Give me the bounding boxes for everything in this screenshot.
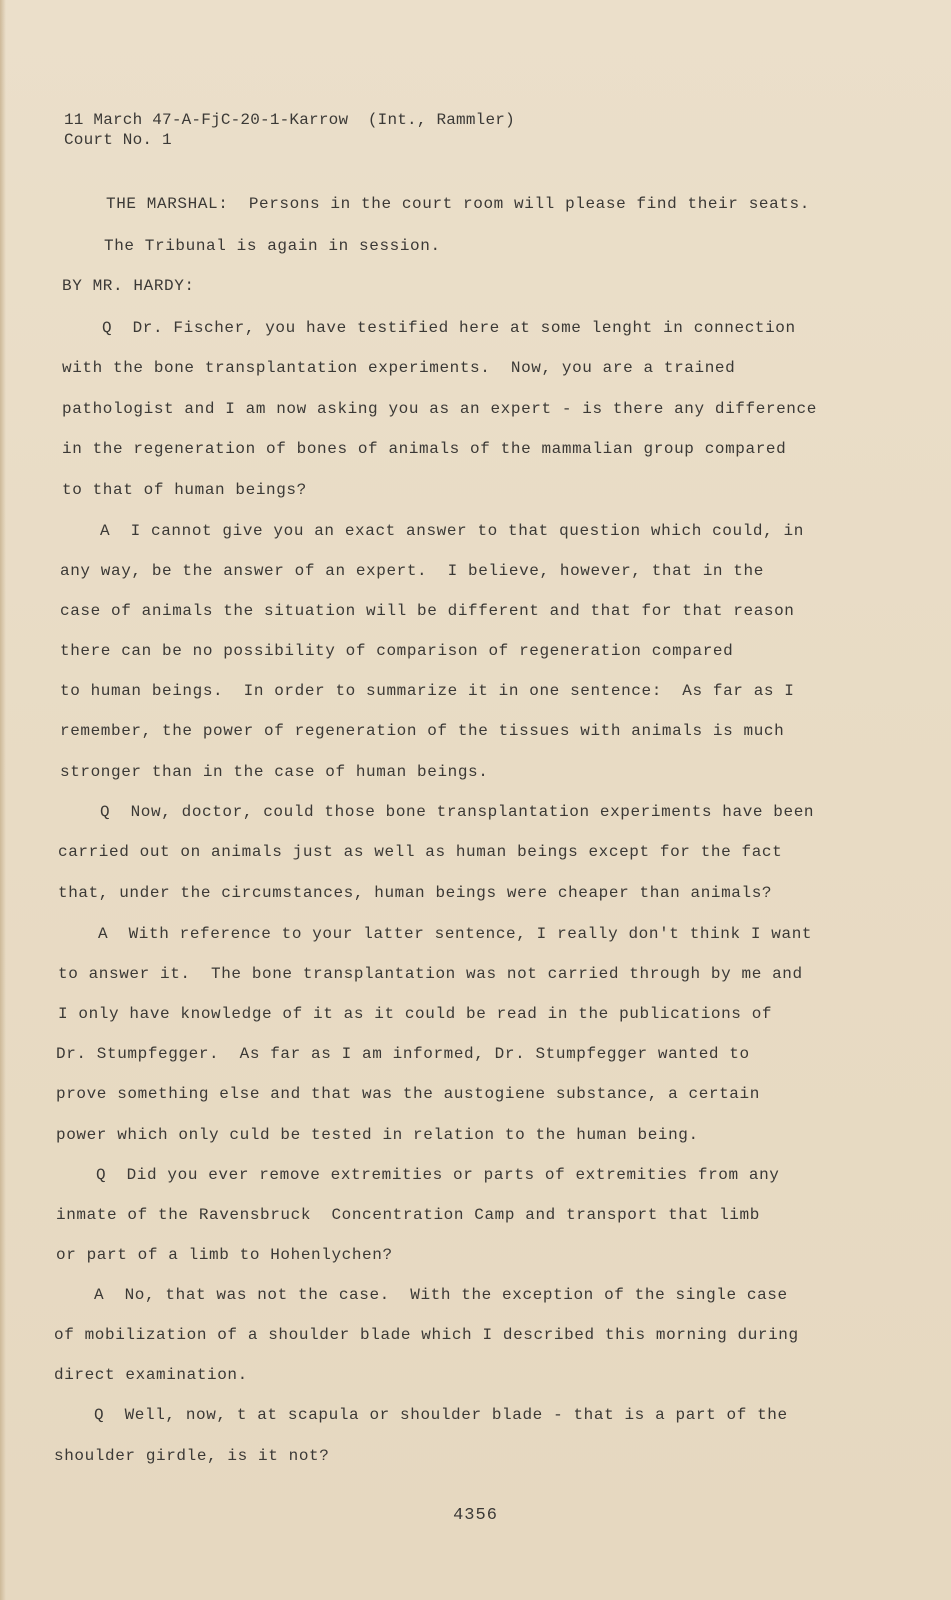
text-line: or part of a limb to Hohenlychen?	[56, 1246, 393, 1264]
text-line: to that of human beings?	[62, 481, 307, 499]
text-line: The Tribunal is again in session.	[104, 237, 441, 255]
text-line: Q Well, now, t at scapula or shoulder blade - that is a part of the	[94, 1406, 788, 1424]
page-number: 4356	[453, 1506, 498, 1525]
text-line: A I cannot give you an exact answer to that question which could, in	[100, 522, 804, 540]
text-line: to human beings. In order to summarize it in one sentence: As far as I	[60, 682, 795, 700]
text-line: there can be no possibility of comparison of regeneration compared	[60, 642, 734, 660]
text-line: I only have knowledge of it as it could be read in the publications of	[58, 1005, 773, 1023]
page-edge-shadow	[0, 0, 6, 1600]
header-court-line: Court No. 1	[64, 131, 172, 149]
text-line: shoulder girdle, is it not?	[54, 1447, 330, 1465]
text-line: of mobilization of a shoulder blade which I described this morning during	[54, 1326, 799, 1344]
text-line: case of animals the situation will be different and that for that reason	[60, 602, 795, 620]
text-line: with the bone transplantation experiments. Now, you are a trained	[62, 359, 736, 377]
document-header	[64, 110, 515, 150]
text-line: A No, that was not the case. With the exception of the single case	[94, 1286, 788, 1304]
text-line: in the regeneration of bones of animals of the mammalian group compared	[62, 440, 787, 458]
text-line: Q Now, doctor, could those bone transplantation experiments have been	[100, 803, 815, 821]
text-line: BY MR. HARDY:	[62, 277, 195, 295]
text-line: pathologist and I am now asking you as an expert - is there any difference	[62, 400, 817, 418]
text-line: Q Dr. Fischer, you have testified here at some lenght in connection	[102, 319, 796, 337]
text-line: THE MARSHAL: Persons in the court room will please find their seats.	[106, 195, 810, 213]
text-line: to answer it. The bone transplantation was not carried through by me and	[58, 965, 803, 983]
text-line: carried out on animals just as well as human beings except for the fact	[58, 843, 783, 861]
text-line: that, under the circumstances, human beings were cheaper than animals?	[58, 884, 773, 902]
text-line: Q Did you ever remove extremities or parts of extremities from any	[96, 1166, 780, 1184]
text-line: direct examination.	[54, 1366, 248, 1384]
text-line: remember, the power of regeneration of the tissues with animals is much	[60, 722, 785, 740]
text-line: Dr. Stumpfegger. As far as I am informed, Dr. Stumpfegger wanted to	[56, 1045, 750, 1063]
text-line: any way, be the answer of an expert. I believe, however, that in the	[60, 562, 764, 580]
text-line: power which only culd be tested in relation to the human being.	[56, 1126, 699, 1144]
text-line: prove something else and that was the austogiene substance, a certain	[56, 1085, 760, 1103]
text-line: A With reference to your latter sentence, I really don't think I want	[98, 925, 813, 943]
text-line: stronger than in the case of human beings.	[60, 763, 489, 781]
text-line: inmate of the Ravensbruck Concentration Camp and transport that limb	[56, 1206, 760, 1224]
header-date-line: 11 March 47-A-FjC-20-1-Karrow (Int., Rammler)	[64, 111, 515, 129]
